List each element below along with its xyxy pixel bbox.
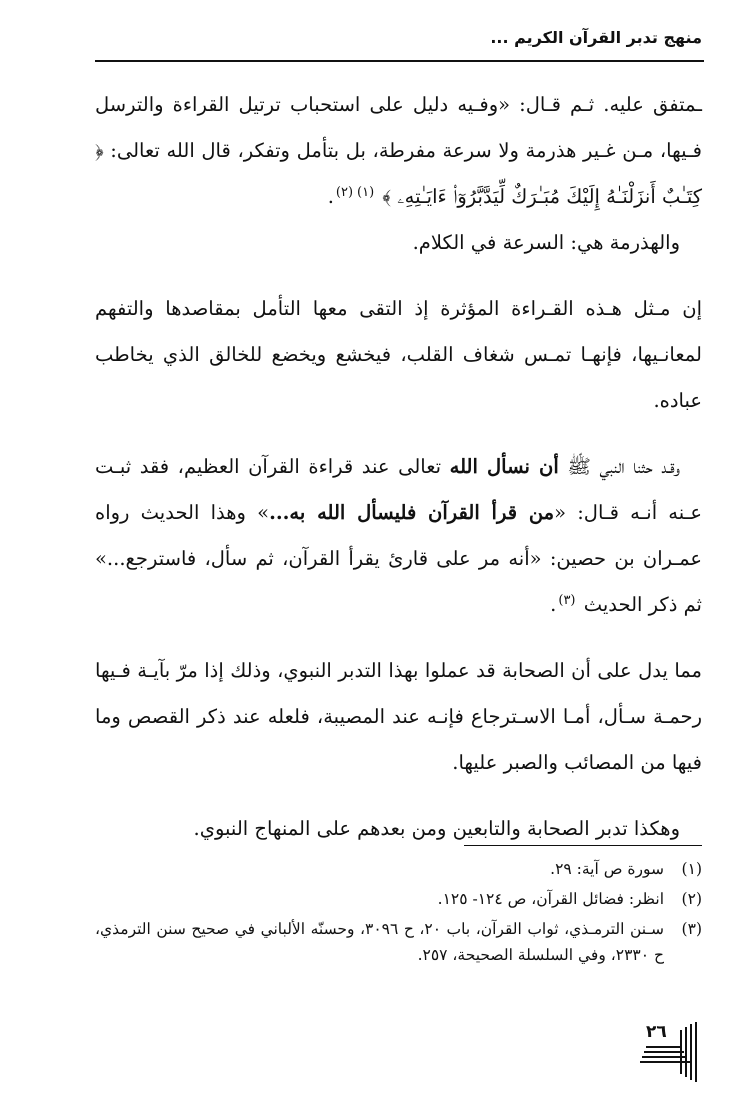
footnote-1 — [95, 856, 702, 882]
footnote-ref-1[interactable]: (١) — [357, 184, 375, 200]
paragraph-4-text-c: تعالى عند قراءة القرآن العظيم، فقد ثبـت عـنه أنـه قـال: « — [95, 455, 702, 524]
paragraph-1-text: ـمتفق عليه. ثـم قـال: «وفـيه دليل على استحباب ترتيل القراءة والترسل فـيها، مـن غـير هذرمة ولا سرعة مفرطة، بل بتأمل وتفكر، قال الله تعالى: — [95, 93, 702, 162]
footnote-number: (١) — [681, 860, 702, 878]
footnotes — [95, 856, 702, 972]
running-header: منهج تدبر القرآن الكريم ... — [490, 28, 702, 47]
header-rule — [95, 60, 704, 62]
footnote-3 — [95, 916, 702, 968]
paragraph-4-text-e: » وهذا الحديث رواه عمـران بن حصين: «أنه مر على قارئ يقرأ القرآن، ثم سأل، فاسترجع...» ثم ذكر الحديث — [95, 501, 702, 616]
paragraph-5: مما يدل على أن الصحابة قد عملوا بهذا التدبر النبوي، وذلك إذا مرّ بآيـة فـيها رحمـة سـأل، أمـا الاسـترجاع فإنـه عند المصيبة، فلعله عند ذكر القصص وما فيها من المصائب والصبر عليها. — [95, 659, 702, 774]
paragraph-1-period: . — [327, 185, 334, 208]
paragraph-6: وهكذا تدبر الصحابة والتابعين ومن بعدهم على المنهاج النبوي. — [193, 817, 680, 840]
footnote-separator — [464, 845, 702, 846]
page-number-block — [640, 1022, 708, 1082]
footnote-number: (٣) — [681, 920, 702, 938]
paragraph-3: إن مـثل هـذه القـراءة المؤثرة إذ التقى معها التأمل بمقاصدها والتفهم لمعانـيها، فإنهـا تمـس شغاف القلب، فيخشع ويخضع للخالق الذي يخاطب عباده. — [95, 297, 702, 412]
footnote-2 — [95, 886, 702, 912]
footnote-ref-3[interactable]: (٣) — [558, 592, 576, 608]
page-number: ٢٦ — [646, 1022, 667, 1042]
paragraph-4-period: . — [550, 593, 557, 616]
footnote-text: سـنن الترمـذي، ثواب القرآن، باب ٢٠، ح ٣٠٩٦، وحسنّه الألباني في صحيح سنن الترمذي، ح ٢٣٣٠، وفي السلسلة الصحيحة، ٢٥٧. — [95, 920, 664, 964]
footnote-ref-2[interactable]: (٢) — [335, 184, 354, 200]
hadith-quote: من قرأ القرآن فليسأل الله به... — [269, 501, 555, 524]
paragraph-4 — [95, 444, 702, 628]
footnote-number: (٢) — [681, 890, 702, 908]
paragraph-4-text-a: وقـد حثنا النبي ﷺ — [567, 455, 681, 478]
footnote-text: انظر: فضائل القرآن، ص ١٢٤- ١٢٥. — [437, 890, 664, 908]
quran-verse: ﴿ كِتَـٰبٌ أَنزَلْنَـٰهُ إِلَيْكَ مُبَـٰرَكٌ لِّيَدَّبَّرُوٓا۟ ءَايَـٰتِهِۦ ﴾ — [95, 139, 702, 208]
main-text — [95, 82, 702, 852]
paragraph-2: والهذرمة هي: السرعة في الكلام. — [412, 231, 680, 254]
footnote-text: سورة ص آية: ٢٩. — [550, 860, 664, 878]
paragraph-1 — [95, 82, 702, 220]
page-corner-bars-icon — [640, 1022, 708, 1082]
paragraph-4-emphasis: أن نسأل الله — [449, 455, 559, 478]
